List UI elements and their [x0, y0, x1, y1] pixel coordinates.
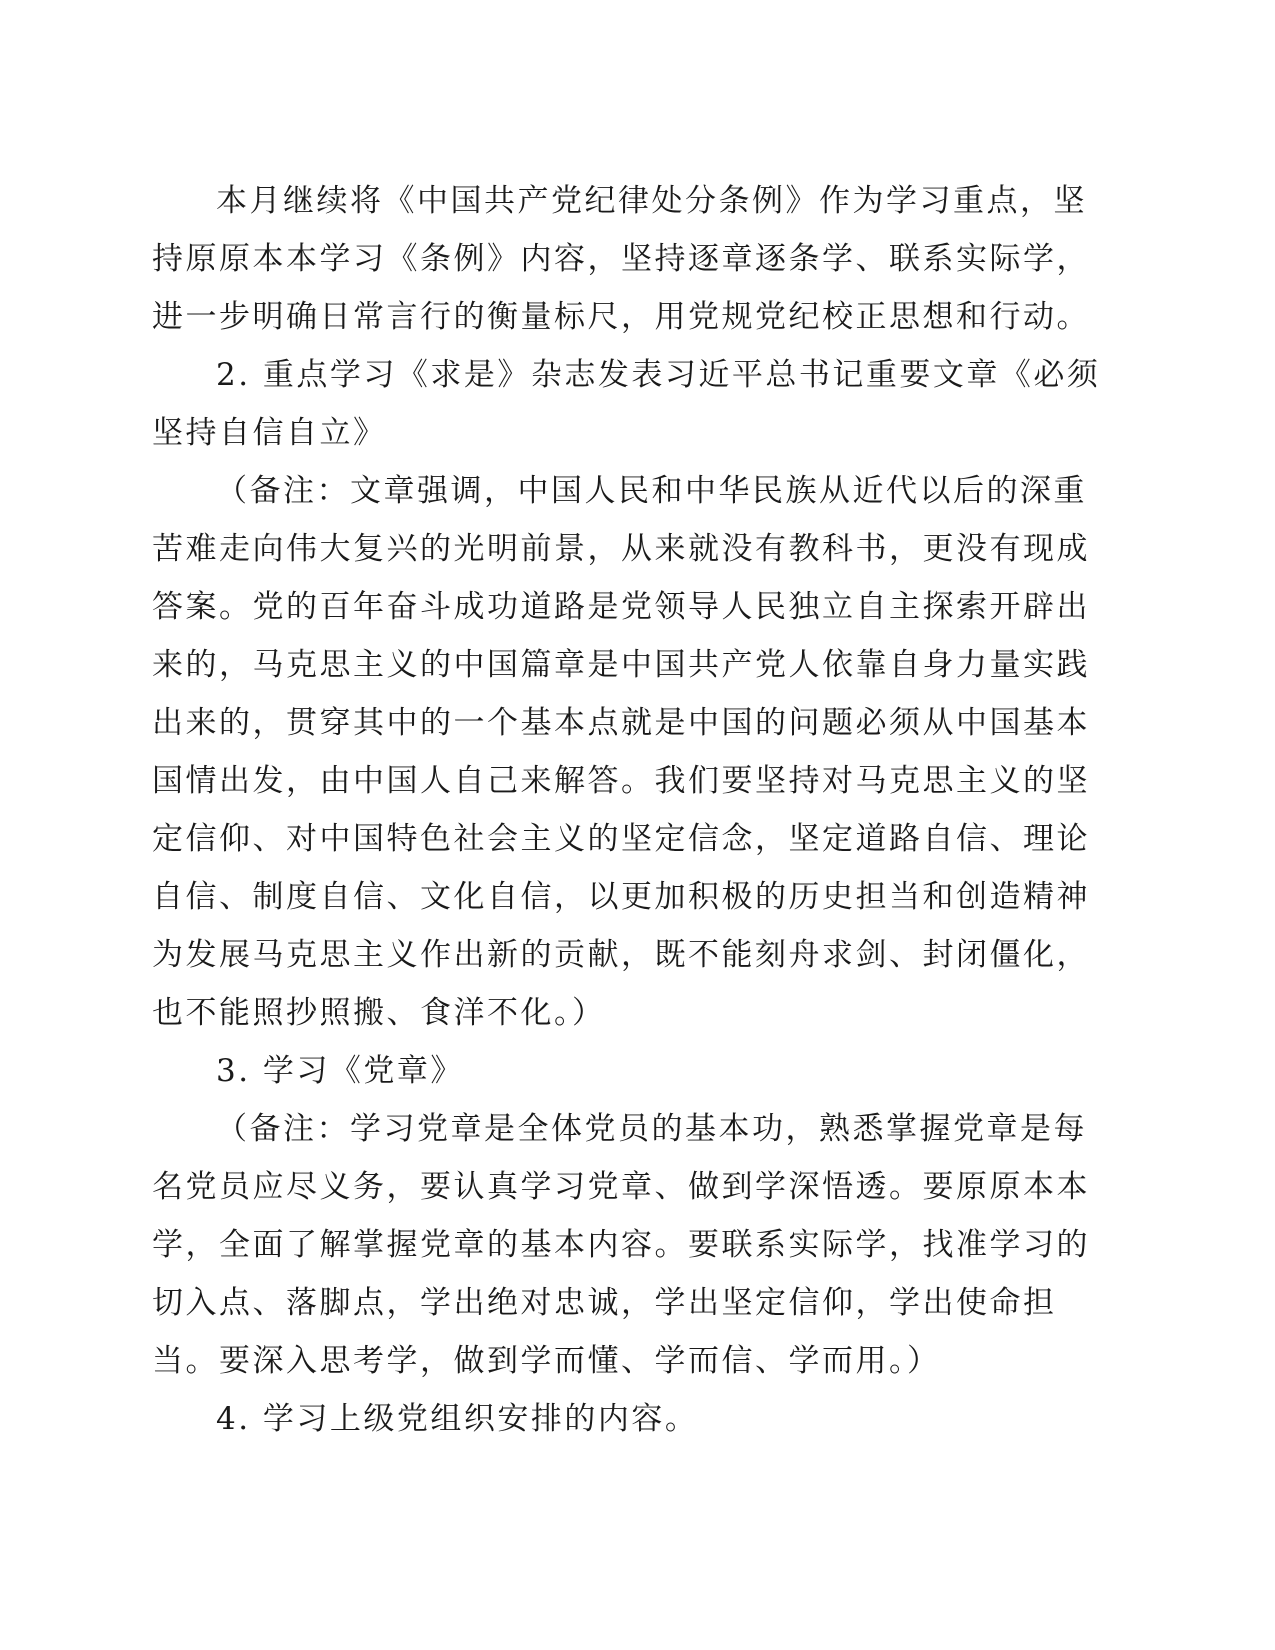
text-line: 来的，马克思主义的中国篇章是中国共产党人依靠自身力量实践 — [152, 647, 1090, 683]
text-line: 国情出发，由中国人自己来解答。我们要坚持对马克思主义的坚 — [152, 763, 1090, 799]
text-line: 定信仰、对中国特色社会主义的坚定信念，坚定道路自信、理论 — [152, 821, 1090, 857]
paragraph-study-regulations — [152, 172, 1090, 346]
text-line: 本月继续将《中国共产党纪律处分条例》作为学习重点，坚 — [216, 183, 1087, 219]
text-line: （备注：文章强调，中国人民和中华民族从近代以后的深重 — [216, 473, 1087, 509]
text-line: 学，全面了解掌握党章的基本内容。要联系实际学，找准学习的 — [152, 1227, 1090, 1263]
text-line: 苦难走向伟大复兴的光明前景，从来就没有教科书，更没有现成 — [152, 531, 1090, 567]
text-line: 也不能照抄照搬、食洋不化。） — [152, 995, 606, 1031]
item-2-note — [152, 462, 1090, 1042]
text-line: 3. 学习《党章》 — [216, 1053, 464, 1089]
item-3-heading — [152, 1042, 1042, 1100]
text-line: 当。要深入思考学，做到学而懂、学而信、学而用。） — [152, 1343, 941, 1379]
text-line: 切入点、落脚点，学出绝对忠诚，学出坚定信仰，学出使命担 — [152, 1285, 1057, 1321]
text-line: 进一步明确日常言行的衡量标尺，用党规党纪校正思想和行动。 — [152, 299, 1090, 335]
text-line: 出来的，贯穿其中的一个基本点就是中国的问题必须从中国基本 — [152, 705, 1090, 741]
item-2-heading — [152, 346, 1101, 462]
text-line: 答案。党的百年奋斗成功道路是党领导人民独立自主探索开辟出 — [152, 589, 1090, 625]
text-line: 4. 学习上级党组织安排的内容。 — [216, 1401, 699, 1437]
item-3-note — [152, 1100, 1090, 1390]
document-page — [152, 172, 1101, 1448]
text-line: （备注：学习党章是全体党员的基本功，熟悉掌握党章是每 — [216, 1111, 1087, 1147]
text-line: 为发展马克思主义作出新的贡献，既不能刻舟求剑、封闭僵化， — [152, 937, 1090, 973]
text-line: 名党员应尽义务，要认真学习党章、做到学深悟透。要原原本本 — [152, 1169, 1090, 1205]
text-line: 2. 重点学习《求是》杂志发表习近平总书记重要文章《必须 — [216, 357, 1101, 393]
item-4-heading — [152, 1390, 1042, 1448]
text-line: 持原原本本学习《条例》内容，坚持逐章逐条学、联系实际学， — [152, 241, 1090, 277]
text-line: 自信、制度自信、文化自信，以更加积极的历史担当和创造精神 — [152, 879, 1090, 915]
text-line: 坚持自信自立》 — [152, 415, 387, 451]
